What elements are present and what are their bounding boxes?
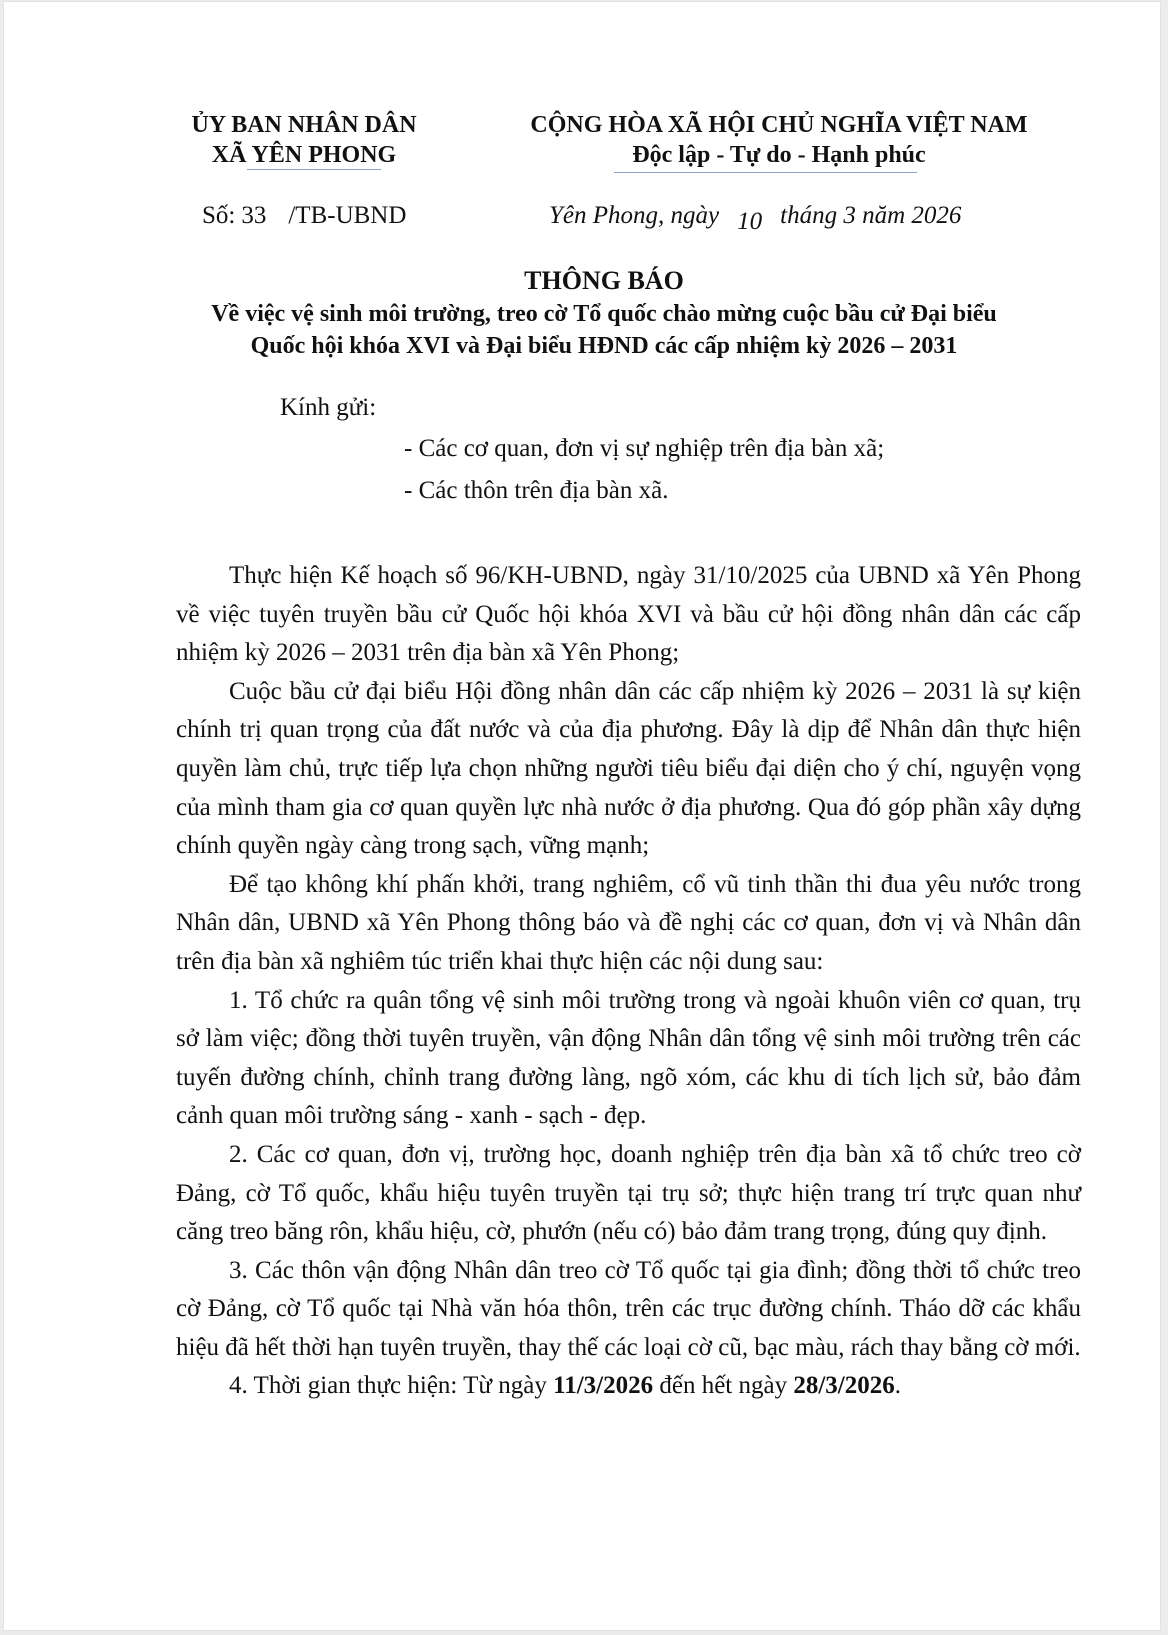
recipient-item: - Các cơ quan, đơn vị sự nghiệp trên địa bàn xã; bbox=[404, 435, 885, 462]
issuing-authority bbox=[154, 110, 454, 170]
item4-start-date: 11/3/2026 bbox=[553, 1372, 654, 1400]
date-suffix: tháng 3 năm 2026 bbox=[780, 202, 962, 229]
national-heading bbox=[484, 110, 1074, 170]
subject-line-1: Về việc vệ sinh môi trường, treo cờ Tổ quốc chào mừng cuộc bầu cử Đại biểu bbox=[211, 301, 997, 327]
body-paragraph: Cuộc bầu cử đại biểu Hội đồng nhân dân các cấp nhiệm kỳ 2026 – 2031 là sự kiện chính trị quan trọng của đất nước và của địa phương. Đây là dịp để Nhân dân thực hiện quyền làm chủ, trực tiếp lựa chọn những người tiêu biểu đại diện cho ý chí, nguyện vọng của mình tham gia cơ quan quyền lực nhà nước ở địa phương. Qua đó góp phần xây dựng chính quyền ngày càng trong sạch, vững mạnh; bbox=[176, 677, 1081, 860]
date-prefix: Yên Phong, ngày bbox=[549, 202, 720, 229]
item4-suffix: . bbox=[894, 1372, 901, 1400]
authority-line-2: XÃ YÊN PHONG bbox=[211, 142, 397, 168]
body-paragraph-item-3: 3. Các thôn vận động Nhân dân treo cờ Tổ quốc tại gia đình; đồng thời tổ chức treo cờ Đảng, cờ Tổ quốc tại Nhà văn hóa thôn, trên các trục đường chính. Tháo dỡ các khẩu hiệu đã hết thời hạn tuyên truyền, thay thế các loại cờ cũ, bạc màu, rách thay bằng cờ mới. bbox=[176, 1256, 1081, 1361]
item4-end-date: 28/3/2026 bbox=[793, 1372, 895, 1400]
body-paragraph: Để tạo không khí phấn khởi, trang nghiêm, cổ vũ tinh thần thi đua yêu nước trong Nhân dân, UBND xã Yên Phong thông báo và đề nghị các cơ quan, đơn vị và Nhân dân trên địa bàn xã nghiêm túc triển khai thực hiện các nội dung sau: bbox=[176, 870, 1081, 975]
document-subject bbox=[144, 298, 1064, 362]
recipient-item: - Các thôn trên địa bàn xã. bbox=[404, 477, 669, 504]
item4-prefix: 4. Thời gian thực hiện: Từ ngày bbox=[229, 1372, 547, 1400]
nation-name: CỘNG HÒA XÃ HỘI CHỦ NGHĨA VIỆT NAM bbox=[530, 112, 1028, 138]
document-title: THÔNG BÁO bbox=[524, 266, 684, 295]
salutation: Kính gửi: bbox=[280, 394, 377, 421]
date-day: 10 bbox=[737, 208, 763, 235]
number-suffix: /TB-UBND bbox=[288, 202, 407, 229]
body-paragraph-item-1: 1. Tổ chức ra quân tổng vệ sinh môi trường trong và ngoài khuôn viên cơ quan, trụ sở làm việc; đồng thời tuyên truyền, vận động Nhân dân tổng vệ sinh môi trường trên các tuyến đường chính, chỉnh trang đường làng, ngõ xóm, các khu di tích lịch sử, bảo đảm cảnh quan môi trường sáng - xanh - sạch - đẹp. bbox=[176, 986, 1081, 1130]
number-value: 33 bbox=[241, 202, 267, 229]
number-label: Số: bbox=[202, 202, 236, 229]
body-paragraph-item-4 bbox=[176, 1367, 1081, 1406]
document-number bbox=[202, 202, 406, 230]
body-paragraph: Thực hiện Kế hoạch số 96/KH-UBND, ngày 31/10/2025 của UBND xã Yên Phong về việc tuyên truyền bầu cử Quốc hội khóa XVI và bầu cử hội đồng nhân dân các cấp nhiệm kỳ 2026 – 2031 trên địa bàn xã Yên Phong; bbox=[176, 562, 1081, 667]
subject-line-2: Quốc hội khóa XVI và Đại biểu HĐND các cấp nhiệm kỳ 2026 – 2031 bbox=[250, 333, 958, 359]
national-motto: Độc lập - Tự do - Hạnh phúc bbox=[632, 142, 926, 168]
document-body bbox=[176, 557, 1081, 1406]
motto-underline bbox=[614, 172, 917, 173]
document-date bbox=[549, 202, 962, 235]
document-page bbox=[3, 1, 1161, 1631]
authority-underline bbox=[247, 169, 381, 170]
item4-middle: đến hết ngày bbox=[659, 1372, 788, 1400]
body-paragraph-item-2: 2. Các cơ quan, đơn vị, trường học, doanh nghiệp trên địa bàn xã tổ chức treo cờ Đảng, cờ Tổ quốc, khẩu hiệu tuyên truyền tại trụ sở; thực hiện trang trí trực quan như căng treo băng rôn, khẩu hiệu, cờ, phướn (nếu có) bảo đảm trang trọng, đúng quy định. bbox=[176, 1140, 1081, 1246]
authority-line-1: ỦY BAN NHÂN DÂN bbox=[191, 112, 417, 138]
